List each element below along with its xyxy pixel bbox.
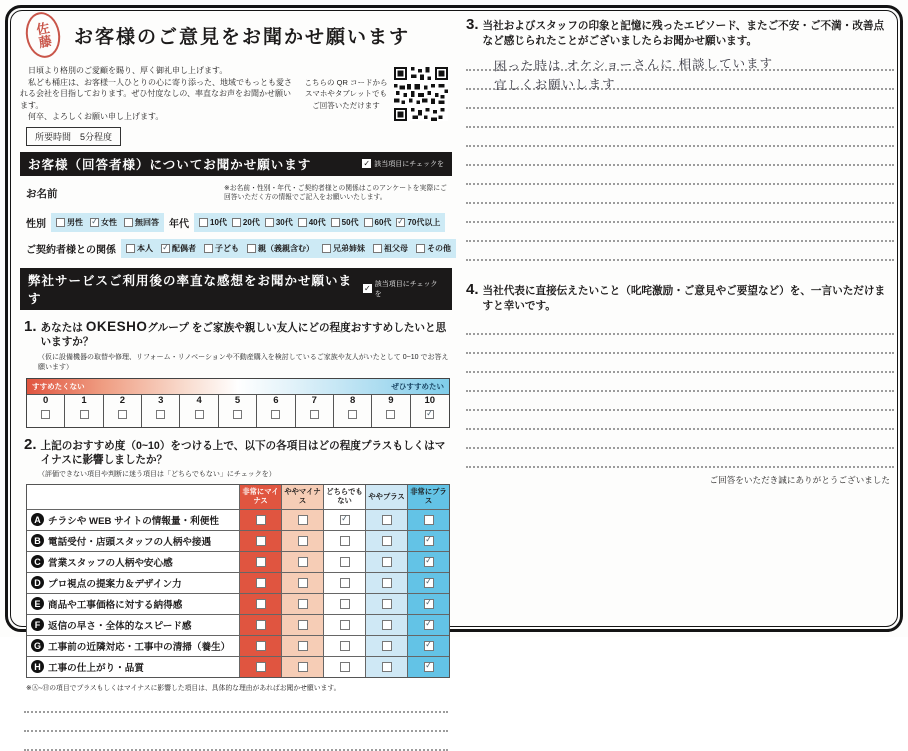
nps-left-label: すすめたくない [32, 381, 85, 391]
gender-options [51, 213, 164, 232]
name-note: ※お名前・性別・年代・ご契約者様との関係はこのアンケートを実際にご回答いただく方の情報でご記入をお願いいたします。 [224, 184, 447, 202]
answer-line [466, 204, 894, 223]
check-items-badge: ✓ 該当項目にチェックを [363, 280, 438, 298]
matrix-row-label: A チラシや WEB サイトの情報量・利便性 [27, 509, 239, 530]
answer-line [466, 128, 894, 147]
matrix-cell[interactable] [365, 509, 407, 530]
right-page [466, 16, 894, 486]
nps-option-3[interactable]: 3 [142, 394, 180, 427]
matrix-cell[interactable] [323, 635, 365, 656]
checkbox[interactable] [382, 599, 392, 609]
checkbox[interactable] [124, 218, 133, 227]
checkbox[interactable] [126, 244, 135, 253]
matrix-cell[interactable] [407, 530, 449, 551]
matrix-row-label: F 返信の早さ・全体的なスピード感 [27, 614, 239, 635]
checkbox[interactable] [298, 557, 308, 567]
nps-option-8[interactable]: 8 [334, 394, 372, 427]
intro-line: 何卒、よろしくお願い申し上げます。 [28, 112, 164, 122]
relation-option-parent[interactable]: 親（義親含む） [247, 243, 314, 254]
checkbox[interactable]: ✓ [423, 617, 433, 629]
checkbox[interactable] [382, 536, 392, 546]
age-option-50s[interactable]: 50代 [331, 217, 359, 228]
checkbox[interactable]: ✓ [423, 638, 433, 650]
answer-line [466, 109, 894, 128]
answer-line [466, 185, 894, 204]
matrix-cell[interactable] [239, 656, 281, 677]
relation-option-sibling[interactable]: 兄弟姉妹 [322, 243, 365, 254]
answer-line [466, 147, 894, 166]
age-option-70plus[interactable]: ✓ 70代以上 [396, 215, 441, 227]
checkbox[interactable] [424, 515, 434, 525]
checkbox[interactable] [348, 410, 357, 419]
age-option-20s[interactable]: 20代 [232, 217, 260, 228]
matrix-cell[interactable] [365, 593, 407, 614]
answer-line [466, 392, 894, 411]
answer-line [466, 335, 894, 354]
answer-line [466, 430, 894, 449]
answer-line [24, 694, 448, 713]
checkbox[interactable]: ✓ [423, 596, 433, 608]
matrix-cell[interactable] [239, 614, 281, 635]
age-option-10s[interactable]: 10代 [199, 217, 227, 228]
matrix-row-label: C 営業スタッフの人柄や安心感 [27, 551, 239, 572]
row-letter-icon: F [31, 618, 44, 631]
matrix-cell[interactable] [323, 572, 365, 593]
nps-option-6[interactable]: 6 [257, 394, 295, 427]
checkbox[interactable] [232, 218, 241, 227]
checkbox[interactable] [156, 410, 165, 419]
checkbox[interactable] [256, 641, 266, 651]
checkbox[interactable] [373, 244, 382, 253]
matrix-cell[interactable] [281, 635, 323, 656]
reason-answer-area[interactable] [24, 694, 448, 751]
matrix-cell[interactable] [281, 530, 323, 551]
matrix-cell[interactable] [281, 572, 323, 593]
checkbox[interactable] [298, 218, 307, 227]
checkbox[interactable]: ✓ [423, 554, 433, 566]
age-options [194, 213, 445, 232]
checkbox[interactable] [340, 536, 350, 546]
checkbox[interactable]: ✓ [90, 215, 99, 227]
checkbox[interactable] [298, 515, 308, 525]
checkbox[interactable] [256, 557, 266, 567]
nps-option-10[interactable]: 10 ✓ [411, 394, 449, 427]
checkbox[interactable] [118, 410, 127, 419]
matrix-cell[interactable] [281, 593, 323, 614]
matrix-cell[interactable] [239, 509, 281, 530]
nps-option-7[interactable]: 7 [296, 394, 334, 427]
age-option-60s[interactable]: 60代 [364, 217, 392, 228]
matrix-corner [27, 485, 239, 509]
intro-line: 私ども桶庄は、お客様一人ひとりの心に寄り添った、地域でもっとも愛される会社を目指しております。ぜひ忖度なしの、率直なお声をお聞かせ願います。 [20, 77, 292, 110]
age-option-40s[interactable]: 40代 [298, 217, 326, 228]
matrix-cell[interactable] [239, 551, 281, 572]
checkbox[interactable] [340, 599, 350, 609]
age-label: 年代 [169, 218, 189, 230]
matrix-footnote: ※Ⓐ~Ⓗの項目でプラスもしくはマイナスに影響した項目は、具体的な理由があればお聞かせ願います。 [26, 684, 341, 692]
answer-line [466, 166, 894, 185]
checkbox[interactable] [256, 536, 266, 546]
answer-line [466, 316, 894, 335]
relation-label: ご契約者様との関係 [26, 244, 116, 256]
qr-note: こちらの QR コードから スマホやタブレットでも ご回答いただけます [304, 78, 388, 110]
checkbox[interactable] [340, 620, 350, 630]
nps-option-2[interactable]: 2 [104, 394, 142, 427]
nps-gradient-header [27, 379, 449, 394]
matrix-col-header: ややマイナス [281, 485, 323, 509]
time-required-note: 所要時間 5分程度 [26, 127, 121, 146]
checkbox-icon: ✓ [363, 284, 371, 294]
row-letter-icon: B [31, 534, 44, 547]
checkbox[interactable] [382, 641, 392, 651]
relation-options [121, 239, 456, 258]
checkbox[interactable]: ✓ [423, 533, 433, 545]
row-letter-icon: D [31, 576, 44, 589]
answer-line [466, 223, 894, 242]
matrix-cell[interactable] [365, 530, 407, 551]
checkbox[interactable] [298, 662, 308, 672]
matrix-col-header: 非常にプラス [407, 485, 449, 509]
left-page [20, 12, 452, 751]
checkbox[interactable] [298, 599, 308, 609]
checkbox[interactable] [256, 578, 266, 588]
question-4: 4. 当社代表に直接伝えたいこと（叱咤激励・ご意見やご要望など）を、一言いただけますと幸いです。 [466, 280, 886, 313]
question-3: 3. 当社およびスタッフの印象と記憶に残ったエピソード、またご不安・ご不満・改善点など感じられたことがございましたらお聞かせ願います。 [466, 16, 885, 48]
matrix-row-label: H 工事の仕上がり・品質 [27, 656, 239, 677]
q3-answer-area[interactable] [466, 52, 894, 261]
answer-line [466, 373, 894, 392]
answer-line [24, 713, 448, 732]
checkbox[interactable] [298, 536, 308, 546]
page-title: お客様のご意見をお聞かせ願います [74, 26, 411, 48]
checkbox[interactable] [204, 244, 213, 253]
nps-option-0[interactable]: 0 [27, 394, 65, 427]
relation-option-grandparent[interactable]: 祖父母 [373, 243, 408, 254]
matrix-cell[interactable] [323, 593, 365, 614]
matrix-cell[interactable] [281, 614, 323, 635]
checkbox[interactable] [416, 244, 425, 253]
matrix-cell[interactable] [239, 593, 281, 614]
qr-code-icon [394, 67, 448, 121]
gender-option-female[interactable]: ✓ 女性 [90, 215, 117, 227]
matrix-cell[interactable] [407, 593, 449, 614]
hanko-stamp: 佐藤 [22, 9, 63, 60]
checkbox[interactable] [322, 244, 331, 253]
brand-okesho: OKESHO [85, 318, 148, 334]
answer-line [466, 242, 894, 261]
section-header-about: お客様（回答者様）についてお聞かせ願います ✓ 該当項目にチェックを [20, 152, 452, 176]
checkbox[interactable] [310, 410, 319, 419]
matrix-col-header: どちらでもない [323, 485, 365, 509]
checkbox[interactable] [256, 515, 266, 525]
checkbox[interactable] [41, 410, 50, 419]
handwritten-answer: 困った時は オケショーさんに 相談しています 宜しくお願いします [493, 55, 774, 93]
question-1: 1. あなたは OKESHOグループ をご家族や親しい友人にどの程度おすすめしたいと思いますか？ （仮に設備機器の取替や修理、リフォーム・リノベーションや不動産購入を検討しているご家族や友人がいたとして 0~10 でお答え願います） [24, 318, 452, 372]
check-items-badge: ✓ 該当項目にチェックを [363, 159, 444, 169]
nps-option-5[interactable]: 5 [219, 394, 257, 427]
checkbox[interactable]: ✓ [423, 575, 433, 587]
checkbox[interactable] [256, 662, 266, 672]
checkbox[interactable] [382, 620, 392, 630]
matrix-cell[interactable] [407, 656, 449, 677]
matrix-col-header: ややプラス [365, 485, 407, 509]
matrix-cell[interactable] [323, 614, 365, 635]
checkbox[interactable] [382, 557, 392, 567]
question-2: 2. 上記のおすすめ度（0~10）をつける上で、以下の各項目はどの程度プラスもしくはマイナスに影響しましたか？ （評価できない項目や判断に迷う項目は「どちらでもない」にチェックを） [24, 436, 452, 480]
checkbox[interactable] [256, 620, 266, 630]
matrix-col-header: 非常にマイナス [239, 485, 281, 509]
answer-line [24, 732, 448, 751]
thanks-note: ご回答をいただき誠にありがとうございました [709, 475, 890, 486]
matrix-cell[interactable] [407, 509, 449, 530]
name-label: お名前 [26, 187, 58, 200]
checkbox[interactable] [298, 620, 308, 630]
nps-option-4[interactable]: 4 [180, 394, 218, 427]
matrix-cell[interactable] [281, 656, 323, 677]
checkbox[interactable] [80, 410, 89, 419]
answer-line [466, 449, 894, 468]
checkbox[interactable] [340, 557, 350, 567]
matrix-cell[interactable] [323, 551, 365, 572]
checkbox[interactable] [298, 641, 308, 651]
nps-right-label: ぜひすすめたい [391, 381, 444, 391]
matrix-cell[interactable] [281, 551, 323, 572]
checkbox[interactable] [382, 515, 392, 525]
relation-option-self[interactable]: 本人 [126, 243, 153, 254]
rating-matrix [26, 484, 450, 678]
gender-label: 性別 [26, 218, 46, 230]
checkbox[interactable] [298, 578, 308, 588]
matrix-cell[interactable] [239, 530, 281, 551]
checkbox[interactable]: ✓ [161, 241, 170, 253]
gender-option-noanswer[interactable]: 無回答 [124, 217, 159, 228]
matrix-cell[interactable] [323, 509, 365, 530]
gender-option-male[interactable]: 男性 [56, 217, 83, 228]
checkbox[interactable] [265, 218, 274, 227]
matrix-cell[interactable] [407, 614, 449, 635]
checkbox[interactable] [386, 410, 395, 419]
checkbox[interactable] [340, 662, 350, 672]
matrix-cell[interactable] [281, 509, 323, 530]
section-header-feedback: 弊社サービスご利用後の率直な感想をお聞かせ願います ✓ 該当項目にチェックを [20, 268, 452, 310]
matrix-cell[interactable] [365, 656, 407, 677]
checkbox[interactable] [256, 599, 266, 609]
matrix-row-label: G 工事前の近隣対応・工事中の清掃（養生） [27, 635, 239, 656]
row-letter-icon: C [31, 555, 44, 568]
matrix-cell[interactable] [239, 635, 281, 656]
checkbox[interactable] [382, 578, 392, 588]
row-letter-icon: G [31, 639, 44, 652]
checkbox[interactable] [382, 662, 392, 672]
checkbox-icon: ✓ [363, 159, 371, 169]
checkbox[interactable]: ✓ [425, 407, 435, 419]
matrix-cell[interactable] [239, 572, 281, 593]
checkbox[interactable] [247, 244, 256, 253]
row-letter-icon: H [31, 660, 44, 673]
row-letter-icon: A [31, 513, 44, 526]
checkbox[interactable] [340, 578, 350, 588]
age-option-30s[interactable]: 30代 [265, 217, 293, 228]
matrix-row-label: B 電話受付・店頭スタッフの人柄や接遇 [27, 530, 239, 551]
matrix-cell[interactable] [407, 551, 449, 572]
matrix-cell[interactable] [323, 530, 365, 551]
checkbox[interactable] [233, 410, 242, 419]
row-letter-icon: E [31, 597, 44, 610]
matrix-cell[interactable] [365, 635, 407, 656]
matrix-row-label: D プロ視点の提案力＆デザイン力 [27, 572, 239, 593]
matrix-cell[interactable] [365, 572, 407, 593]
matrix-cell[interactable] [365, 551, 407, 572]
checkbox[interactable]: ✓ [339, 512, 349, 524]
nps-scale [26, 378, 450, 428]
checkbox[interactable] [195, 410, 204, 419]
checkbox[interactable] [331, 218, 340, 227]
checkbox[interactable] [56, 218, 65, 227]
name-field[interactable] [68, 184, 215, 206]
nps-option-1[interactable]: 1 [65, 394, 103, 427]
matrix-cell[interactable] [407, 635, 449, 656]
answer-line [466, 354, 894, 373]
relation-option-child[interactable]: 子ども [204, 243, 239, 254]
checkbox[interactable] [271, 410, 280, 419]
intro-line: 日頃より格別のご愛顧を賜り、厚く御礼申し上げます。 [28, 66, 228, 75]
checkbox[interactable]: ✓ [423, 659, 433, 671]
checkbox[interactable] [199, 218, 208, 227]
matrix-row-label: E 商品や工事価格に対する納得感 [27, 593, 239, 614]
answer-line [466, 411, 894, 430]
matrix-cell[interactable] [365, 614, 407, 635]
checkbox[interactable] [340, 641, 350, 651]
nps-option-9[interactable]: 9 [372, 394, 410, 427]
checkbox[interactable] [364, 218, 373, 227]
question-2-subtext: （評価できない項目や判断に迷う項目は「どちらでもない」にチェックを） [38, 471, 276, 479]
relation-option-spouse[interactable]: ✓ 配偶者 [161, 241, 196, 253]
relation-option-other[interactable]: その他 [416, 243, 451, 254]
matrix-cell[interactable] [407, 572, 449, 593]
intro-paragraph [20, 65, 298, 123]
q4-answer-area[interactable] [466, 316, 894, 468]
matrix-cell[interactable] [323, 656, 365, 677]
question-1-subtext: （仮に設備機器の取替や修理、リフォーム・リノベーションや不動産購入を検討しているご家族や友人がいたとして 0~10 でお答え願います） [38, 353, 449, 371]
checkbox[interactable]: ✓ [396, 215, 406, 227]
